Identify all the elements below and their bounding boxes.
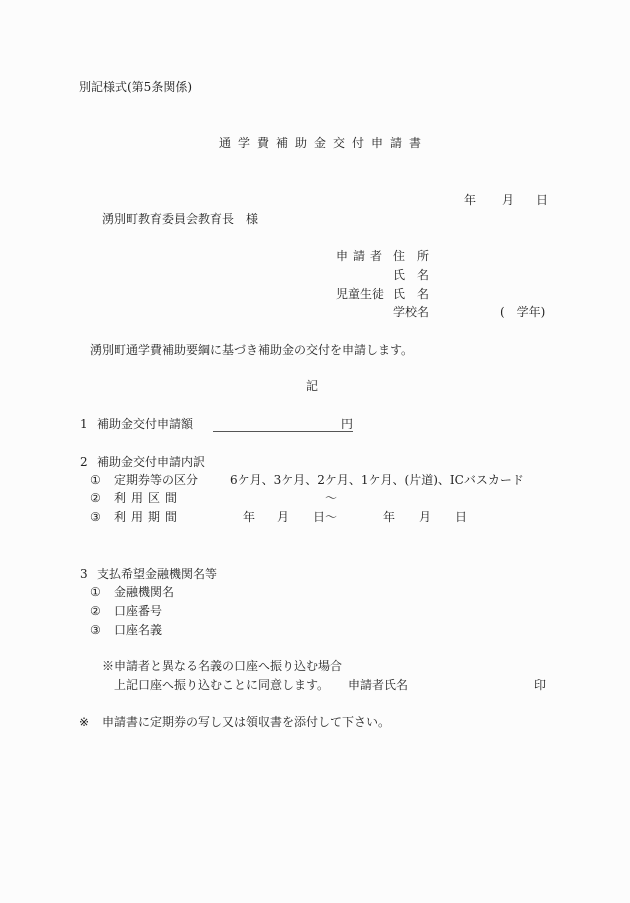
section2-item2-number: ② (90, 491, 101, 505)
period-from-month: 月 (277, 510, 290, 524)
period-to-month: 月 (419, 510, 432, 524)
pass-type-options: 6ケ月、3ケ月、2ケ月、1ケ月、(片道)、ICバスカード (230, 473, 524, 487)
addressee: 湧別町教育委員会教育長 様 (102, 212, 259, 226)
bank-name-label: 金融機関名 (114, 585, 175, 599)
page-title: 通学費補助金交付申請書 (219, 136, 429, 150)
applicant-label: 申請者 (336, 249, 388, 263)
footer-note-mark: ※ (79, 715, 90, 729)
student-label: 児童生徒 (336, 287, 385, 301)
section1-label: 補助金交付申請額 (97, 417, 194, 431)
application-statement: 湧別町通学費補助要綱に基づき補助金の交付を申請します。 (90, 343, 414, 357)
period-from-year: 年 (243, 510, 256, 524)
section3-item3-number: ③ (90, 623, 101, 637)
section2-item2-label: 利用区間 (114, 491, 183, 505)
section3-number: 3 (80, 567, 88, 581)
period-to-day: 日 (455, 510, 468, 524)
consent-note: ※申請者と異なる名義の口座へ振り込む場合 (102, 659, 343, 673)
applicant-name-label: 氏 名 (393, 268, 430, 282)
ki-heading: 記 (306, 379, 319, 393)
form-reference: 別記様式(第5条関係) (79, 80, 192, 94)
currency-label: 円 (341, 417, 354, 431)
section2-item1-label: 定期券等の区分 (114, 473, 199, 487)
footer-note-text: 申請書に定期券の写し又は領収書を添付して下さい。 (102, 715, 391, 729)
period-from-day: 日～ (313, 510, 338, 524)
applicant-address-label: 住 所 (393, 249, 430, 263)
student-name-label: 氏 名 (393, 287, 430, 301)
section2-item3-label: 利用期間 (114, 510, 183, 524)
date-year-label: 年 (464, 193, 477, 207)
section3-item1-number: ① (90, 585, 101, 599)
account-number-label: 口座番号 (114, 604, 163, 618)
section2-item3-number: ③ (90, 510, 101, 524)
section3-item2-number: ② (90, 604, 101, 618)
date-day-label: 日 (536, 193, 549, 207)
section3-label: 支払希望金融機関名等 (97, 567, 218, 581)
route-tilde: ～ (325, 491, 338, 505)
consent-applicant-name-label: 申請者氏名 (348, 678, 409, 692)
section2-item1-number: ① (90, 473, 101, 487)
section1-number: 1 (80, 417, 88, 431)
section2-label: 補助金交付申請内訳 (97, 455, 206, 469)
period-to-year: 年 (383, 510, 396, 524)
account-holder-label: 口座名義 (114, 623, 163, 637)
amount-field[interactable] (213, 417, 353, 432)
seal-label: 印 (534, 678, 547, 692)
student-grade-label: ( 学年) (500, 305, 546, 319)
student-school-label: 学校名 (393, 305, 430, 319)
date-month-label: 月 (502, 193, 515, 207)
consent-text: 上記口座へ振り込むことに同意します。 (114, 678, 330, 692)
section2-number: 2 (80, 455, 88, 469)
